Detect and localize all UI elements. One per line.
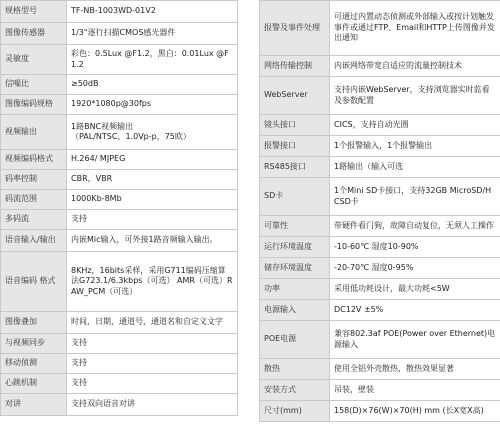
spec-key: 安装方式 — [260, 380, 330, 401]
spec-key: 图像编码规格 — [1, 95, 67, 115]
spec-row — [260, 279, 500, 300]
spec-value: 1个Mini SD卡接口，支持32GB MicroSD/HCSD卡 — [330, 178, 500, 216]
spec-value: -20-70℃ 湿度0-95% — [330, 258, 500, 279]
spec-key: 图像叠加 — [1, 312, 67, 334]
spec-value: 内嵌Mic输入，可外接1路音频输入输出。 — [67, 230, 238, 252]
spec-row — [1, 312, 238, 334]
spec-row — [1, 394, 238, 416]
spec-value: 支持 — [67, 354, 238, 374]
spec-row — [260, 115, 500, 136]
spec-value: 158(D)×76(W)×70(H) mm (长X宽X高) — [330, 401, 500, 422]
spec-row — [260, 178, 500, 216]
spec-key: 储存环境温度 — [260, 258, 330, 279]
spec-row — [260, 216, 500, 237]
spec-value: 8KHz，16bits采样，采用G711编码压缩算法G723.1/6.3kbps（可选） AMR（可选）RAW_PCM（可选） — [67, 252, 238, 312]
spec-value: 1个报警输入，1个报警输出 — [330, 136, 500, 157]
spec-key: 电源输入 — [260, 300, 330, 321]
spec-row — [1, 45, 238, 75]
spec-value: 支持 — [67, 334, 238, 354]
spec-value: CICS，支持自动光圈 — [330, 115, 500, 136]
spec-key: 灵敏度 — [1, 45, 67, 75]
spec-key: 语音输入/输出 — [1, 230, 67, 252]
spec-row — [1, 170, 238, 190]
spec-key: 规格型号 — [1, 1, 67, 23]
spec-key: 码流范围 — [1, 190, 67, 210]
left-spec-table — [0, 0, 238, 416]
spec-key: 报警及事件处理 — [260, 1, 330, 56]
spec-row — [1, 230, 238, 252]
spec-value: 1路BNC视频输出 （PAL/NTSC，1.0Vp-p，75欧） — [67, 115, 238, 150]
spec-row — [1, 150, 238, 170]
spec-row — [1, 210, 238, 230]
spec-value: 吊装，壁装 — [330, 380, 500, 401]
spec-key: 网络传输控制 — [260, 56, 330, 77]
spec-value: 兼容802.3af POE(Power over Ethernet)电源输入 — [330, 321, 500, 359]
spec-key: 对讲 — [1, 394, 67, 416]
spec-value: ≥50dB — [67, 75, 238, 95]
spec-value: H.264/ MJPEG — [67, 150, 238, 170]
spec-row — [1, 23, 238, 45]
spec-row — [1, 354, 238, 374]
spec-value: TF-NB-1003WD-01V2 — [67, 1, 238, 23]
spec-key: SD卡 — [260, 178, 330, 216]
spec-row — [260, 56, 500, 77]
spec-row — [260, 380, 500, 401]
spec-key: 图像传感器 — [1, 23, 67, 45]
spec-key: 散热 — [260, 359, 330, 380]
spec-key: 功率 — [260, 279, 330, 300]
spec-key: WebServer — [260, 77, 330, 115]
spec-value: 时间，日期，通道号，通道名和自定义文字 — [67, 312, 238, 334]
spec-row — [1, 252, 238, 312]
spec-key: 与视频同步 — [1, 334, 67, 354]
spec-row — [260, 258, 500, 279]
spec-key: 运行环境温度 — [260, 237, 330, 258]
spec-key: 视频编码格式 — [1, 150, 67, 170]
spec-row — [260, 77, 500, 115]
spec-key: 可靠性 — [260, 216, 330, 237]
spec-value: 支持 — [67, 374, 238, 394]
right-spec-table — [259, 0, 500, 422]
spec-key: POE电源 — [260, 321, 330, 359]
spec-row — [1, 75, 238, 95]
spec-row — [1, 95, 238, 115]
spec-value: -10-60℃ 湿度10-90% — [330, 237, 500, 258]
spec-key: 心跳机制 — [1, 374, 67, 394]
spec-key: 镜头接口 — [260, 115, 330, 136]
spec-row — [1, 190, 238, 210]
spec-key: 移动侦测 — [1, 354, 67, 374]
spec-key: 尺寸(mm) — [260, 401, 330, 422]
spec-row — [1, 115, 238, 150]
spec-row — [260, 300, 500, 321]
spec-row — [260, 401, 500, 422]
spec-key: 语音编码 格式 — [1, 252, 67, 312]
spec-value: 支持双向语音对讲 — [67, 394, 238, 416]
spec-value: 1920*1080p@30fps — [67, 95, 238, 115]
spec-value: 1/3"逐行扫描CMOS感光器件 — [67, 23, 238, 45]
spec-value: 支持 — [67, 210, 238, 230]
spec-key: 视频输出 — [1, 115, 67, 150]
spec-key: 报警接口 — [260, 136, 330, 157]
spec-row — [260, 321, 500, 359]
spec-row — [260, 1, 500, 56]
spec-value: 可通过内置动态侦测或外部输入或按计划触发事件或通过FTP、Email和HTTP上传图像并发出通知 — [330, 1, 500, 56]
spec-key: 信噪比 — [1, 75, 67, 95]
spec-key: 多码流 — [1, 210, 67, 230]
spec-row — [260, 157, 500, 178]
spec-value: 使用全铝外壳散热，散热效果显著 — [330, 359, 500, 380]
spec-key: RS485接口 — [260, 157, 330, 178]
spec-value: 1路输出（输入可选 — [330, 157, 500, 178]
spec-row — [260, 359, 500, 380]
spec-value: 支持内嵌WebServer，支持浏览器实时监看及参数配置 — [330, 77, 500, 115]
spec-value: DC12V ±5% — [330, 300, 500, 321]
spec-value: 带硬件看门狗，故障自动复位，无须人工操作 — [330, 216, 500, 237]
spec-row — [1, 1, 238, 23]
spec-row — [260, 237, 500, 258]
spec-value: 采用低功耗设计，最大功耗<5W — [330, 279, 500, 300]
spec-row — [260, 136, 500, 157]
spec-value: 1000Kb-8Mb — [67, 190, 238, 210]
spec-key: 码率控制 — [1, 170, 67, 190]
spec-row — [1, 334, 238, 354]
spec-value: 内嵌网络带宽自适应的流量控制技术 — [330, 56, 500, 77]
spec-row — [1, 374, 238, 394]
spec-value: CBR，VBR — [67, 170, 238, 190]
spec-value: 彩色：0.5Lux @F1.2，黑白：0.01Lux @F1.2 — [67, 45, 238, 75]
